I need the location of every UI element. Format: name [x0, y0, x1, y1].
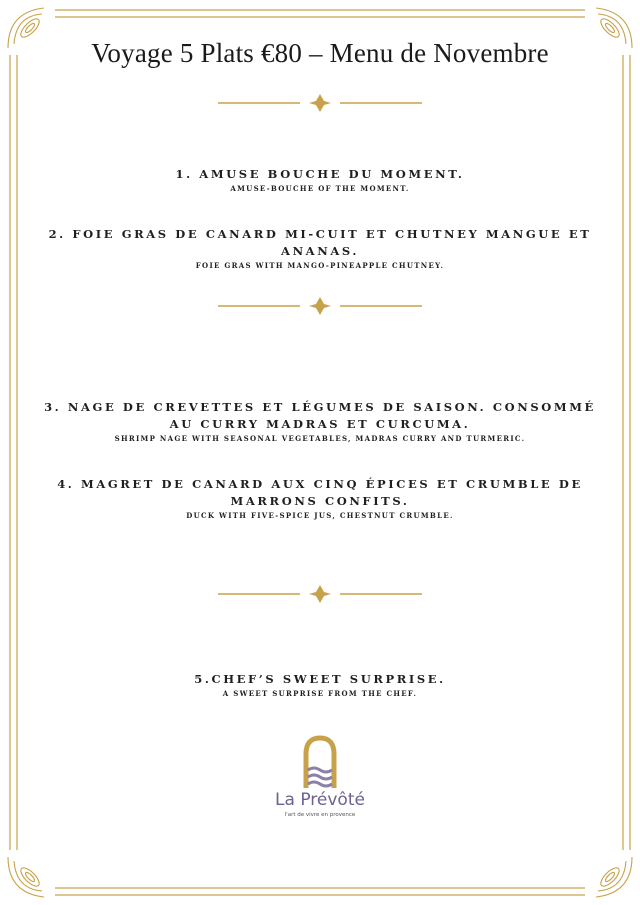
menu-item-en: DUCK WITH FIVE-SPICE JUS, CHESTNUT CRUMBLE.	[186, 511, 454, 520]
menu-item-en: SHRIMP NAGE WITH SEASONAL VEGETABLES, MADRAS CURRY AND TURMERIC.	[114, 434, 526, 443]
menu-item-fr: 3. NAGE DE CREVETTES ET LÉGUMES DE SAISON. CONSOMMÉ AU CURRY MADRAS ET CURCUMA.	[44, 400, 596, 431]
menu-item-en: AMUSE-BOUCHE OF THE MOMENT.	[230, 184, 410, 193]
brand-tagline: l'art de vivre en provence	[284, 812, 356, 818]
divider-diamond-icon	[218, 585, 422, 603]
menu-item-en: A SWEET SURPRISE FROM THE CHEF.	[222, 689, 418, 698]
menu-item-2	[20, 226, 620, 271]
divider-diamond-icon	[218, 94, 422, 112]
menu-item-fr: 4. MAGRET DE CANARD AUX CINQ ÉPICES ET CRUMBLE DE MARRONS CONFITS.	[57, 477, 583, 508]
divider-diamond-icon	[218, 297, 422, 315]
menu-item-3	[20, 399, 620, 444]
menu-item-1	[20, 166, 620, 194]
brand-name: La Prévôté	[275, 790, 365, 810]
menu-item-fr: 2. FOIE GRAS DE CANARD MI-CUIT ET CHUTNEY MANGUE ET ANANAS.	[48, 227, 592, 258]
menu-item-fr: 1. AMUSE BOUCHE DU MOMENT.	[175, 167, 465, 181]
menu-item-4	[20, 476, 620, 521]
menu-item-5	[20, 671, 620, 699]
arch-logo-icon	[270, 734, 370, 790]
page-title: Voyage 5 Plats €80 – Menu de Novembre	[91, 38, 549, 68]
brand-logo	[270, 734, 370, 824]
menu-item-fr: 5.CHEF’S SWEET SURPRISE.	[194, 672, 446, 686]
menu-item-en: FOIE GRAS WITH MANGO-PINEAPPLE CHUTNEY.	[195, 261, 445, 270]
